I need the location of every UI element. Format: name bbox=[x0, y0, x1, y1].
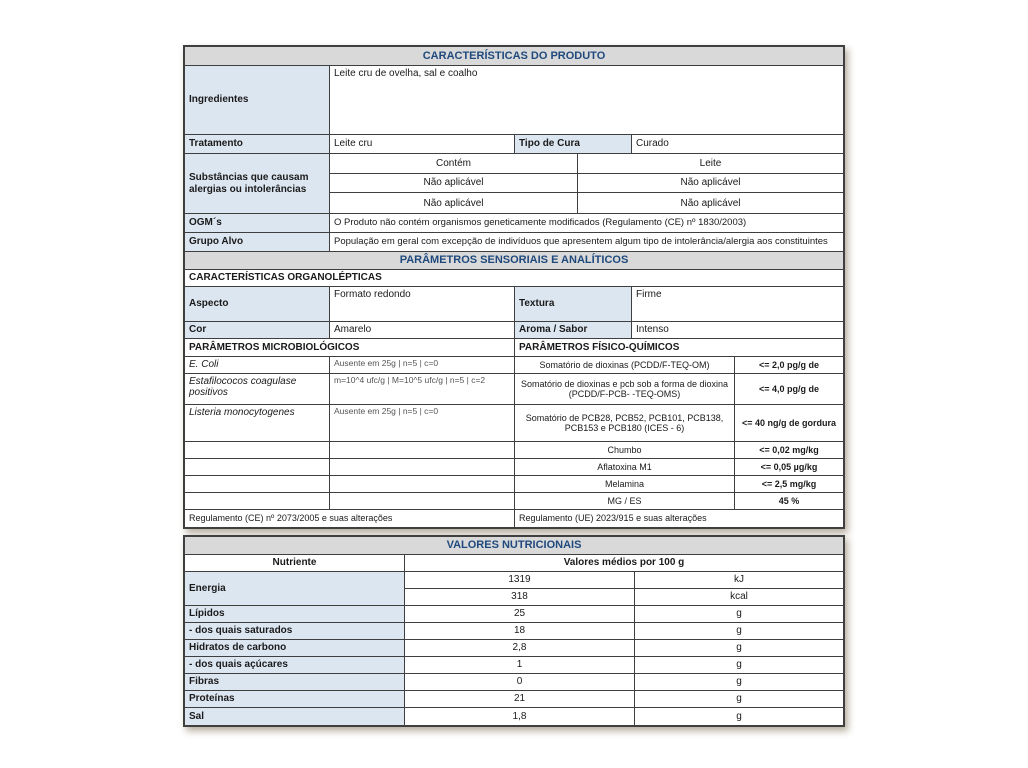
empty-cell bbox=[185, 476, 330, 492]
tipo-cura-value: Curado bbox=[636, 138, 669, 150]
micro-value: Ausente em 25g | n=5 | c=0 bbox=[330, 405, 515, 441]
regulamento-micro: Regulamento (CE) nº 2073/2005 e suas alterações bbox=[185, 510, 515, 527]
energia-kcal-value: 318 bbox=[405, 589, 635, 605]
nutrient-row bbox=[185, 623, 843, 640]
nutrient-row bbox=[185, 708, 843, 725]
alergias-cell: Contém bbox=[330, 154, 578, 173]
fq-param: Somatório de dioxinas e pcb sob a forma de dioxina (PCDD/F-PCB- -TEQ-OMS) bbox=[515, 374, 735, 404]
energia-kcal-unit: kcal bbox=[730, 591, 748, 603]
micro-value: Ausente em 25g | n=5 | c=0 bbox=[330, 357, 515, 373]
textura-label: Textura bbox=[515, 287, 632, 321]
nutrient-unit: g bbox=[736, 710, 742, 722]
alergias-label: Substâncias que causam alergias ou intolerâncias bbox=[185, 154, 330, 213]
fq-param: MG / ES bbox=[515, 493, 735, 509]
micro-param: Estafilococos coagulase positivos bbox=[185, 374, 330, 404]
param-row bbox=[185, 476, 843, 493]
fq-param: Aflatoxina M1 bbox=[515, 459, 735, 475]
ogm-label: OGM´s bbox=[185, 214, 330, 232]
microbiologicos-title: PARÂMETROS MICROBIOLÓGICOS bbox=[185, 339, 515, 356]
fq-value: <= 40 ng/g de gordura bbox=[741, 417, 837, 428]
fq-value: <= 0,05 µg/kg bbox=[760, 461, 818, 472]
fq-value: <= 0,02 mg/kg bbox=[759, 444, 819, 455]
param-row bbox=[185, 442, 843, 459]
parametros-header-row bbox=[185, 339, 843, 357]
empty-cell bbox=[330, 476, 515, 492]
fq-param: Melamina bbox=[515, 476, 735, 492]
regulamento-fisico: Regulamento (UE) 2023/915 e suas alterações bbox=[519, 513, 707, 524]
grupo-alvo-label: Grupo Alvo bbox=[185, 233, 330, 251]
energia-kj-row bbox=[405, 572, 843, 589]
empty-cell bbox=[330, 442, 515, 458]
ingredientes-row bbox=[185, 66, 843, 135]
cor-value: Amarelo bbox=[330, 322, 515, 338]
nutrient-label: Sal bbox=[185, 708, 405, 725]
param-row bbox=[185, 405, 843, 442]
product-characteristics-table bbox=[183, 45, 845, 529]
alergias-cell: Não aplicável bbox=[680, 177, 741, 189]
grupo-alvo-value: População em geral com excepção de indivíduos que apresentem algum tipo de intolerância/alergia aos constituintes bbox=[334, 235, 828, 247]
nutrient-label: - dos quais açúcares bbox=[185, 657, 405, 673]
energia-kj-value: 1319 bbox=[405, 572, 635, 588]
nutrient-value: 2,8 bbox=[405, 640, 635, 656]
param-row bbox=[185, 459, 843, 476]
organolepticas-header-row bbox=[185, 270, 843, 287]
micro-value: m=10^4 ufc/g | M=10^5 ufc/g | n=5 | c=2 bbox=[330, 374, 515, 404]
micro-param: E. Coli bbox=[185, 357, 330, 373]
energia-row bbox=[185, 572, 843, 606]
nutrient-label: Proteínas bbox=[185, 691, 405, 707]
tipo-cura-label: Tipo de Cura bbox=[515, 135, 632, 153]
alergias-row bbox=[330, 193, 843, 213]
empty-cell bbox=[185, 442, 330, 458]
section-title-produto: CARACTERÍSTICAS DO PRODUTO bbox=[185, 47, 843, 65]
aroma-sabor-label: Aroma / Sabor bbox=[515, 322, 632, 338]
nutritional-values-table bbox=[183, 535, 845, 727]
alergias-cell: Não aplicável bbox=[330, 193, 578, 213]
empty-cell bbox=[330, 459, 515, 475]
alergias-cell: Não aplicável bbox=[330, 174, 578, 193]
energia-values bbox=[405, 572, 843, 605]
aspecto-value: Formato redondo bbox=[330, 287, 515, 321]
fq-param: Somatório de PCB28, PCB52, PCB101, PCB138, PCB153 e PCB180 (ICES - 6) bbox=[515, 405, 735, 441]
textura-value: Firme bbox=[636, 289, 662, 300]
nutrient-unit: g bbox=[736, 625, 742, 637]
nutrient-value: 1 bbox=[405, 657, 635, 673]
nutrient-unit: g bbox=[736, 659, 742, 671]
energia-kcal-row bbox=[405, 589, 843, 605]
nutrient-row bbox=[185, 657, 843, 674]
ingredientes-value: Leite cru de ovelha, sal e coalho bbox=[334, 68, 478, 79]
tratamento-value: Leite cru bbox=[330, 135, 515, 153]
param-row bbox=[185, 374, 843, 405]
fq-param: Somatório de dioxinas (PCDD/F-TEQ-OM) bbox=[515, 357, 735, 373]
organolepticas-title: CARACTERÍSTICAS ORGANOLÉPTICAS bbox=[189, 272, 382, 284]
alergias-cell: Leite bbox=[699, 157, 722, 169]
nutrient-unit: g bbox=[736, 693, 742, 705]
valores-col-header: Valores médios por 100 g bbox=[563, 557, 685, 569]
section-header-row bbox=[185, 252, 843, 270]
ogm-row bbox=[185, 214, 843, 233]
fq-value: <= 2,5 mg/kg bbox=[761, 478, 817, 489]
energia-label: Energia bbox=[185, 572, 405, 605]
alergias-rows bbox=[330, 154, 843, 213]
tratamento-row bbox=[185, 135, 843, 154]
nutrient-value: 0 bbox=[405, 674, 635, 690]
fq-value: <= 2,0 pg/g de bbox=[758, 359, 820, 370]
section-header-row bbox=[185, 47, 843, 66]
section-title-sensoriais: PARÂMETROS SENSORIAIS E ANALÍTICOS bbox=[185, 252, 843, 269]
nutrient-unit: g bbox=[736, 642, 742, 654]
empty-cell bbox=[330, 493, 515, 509]
nutrient-value: 1,8 bbox=[405, 708, 635, 725]
energia-kj-unit: kJ bbox=[734, 574, 744, 586]
aspecto-row bbox=[185, 287, 843, 322]
nutrient-value: 25 bbox=[405, 606, 635, 622]
fq-value: 45 % bbox=[778, 495, 800, 506]
nutrient-row bbox=[185, 606, 843, 623]
nutrient-value: 21 bbox=[405, 691, 635, 707]
fq-param: Chumbo bbox=[515, 442, 735, 458]
cor-row bbox=[185, 322, 843, 339]
nutrient-label: Hidratos de carbono bbox=[185, 640, 405, 656]
empty-cell bbox=[185, 459, 330, 475]
nutrient-label: - dos quais saturados bbox=[185, 623, 405, 639]
product-spec-sheet bbox=[183, 45, 845, 727]
param-row bbox=[185, 493, 843, 510]
aroma-sabor-value: Intenso bbox=[636, 324, 669, 336]
fisico-quimicos-title: PARÂMETROS FÍSICO-QUÍMICOS bbox=[519, 341, 680, 353]
cor-label: Cor bbox=[185, 322, 330, 338]
nutrient-row bbox=[185, 640, 843, 657]
section-title-nutricionais: VALORES NUTRICIONAIS bbox=[185, 537, 843, 554]
ingredientes-label: Ingredientes bbox=[185, 66, 330, 134]
empty-cell bbox=[185, 493, 330, 509]
fq-value: <= 4,0 pg/g de bbox=[758, 383, 820, 394]
nutrient-row bbox=[185, 674, 843, 691]
nutrient-value: 18 bbox=[405, 623, 635, 639]
alergias-cell: Não aplicável bbox=[680, 197, 741, 209]
nutriente-col-header: Nutriente bbox=[185, 555, 405, 571]
regulamentos-row bbox=[185, 510, 843, 527]
micro-param: Listeria monocytogenes bbox=[185, 405, 330, 441]
alergias-block bbox=[185, 154, 843, 214]
nutrient-label: Lípidos bbox=[185, 606, 405, 622]
section-header-row bbox=[185, 537, 843, 555]
nutrition-column-headers bbox=[185, 555, 843, 572]
aspecto-label: Aspecto bbox=[185, 287, 330, 321]
alergias-row bbox=[330, 174, 843, 194]
nutrient-unit: g bbox=[736, 676, 742, 688]
nutrient-label: Fibras bbox=[185, 674, 405, 690]
alergias-row bbox=[330, 154, 843, 174]
param-row bbox=[185, 357, 843, 374]
nutrient-row bbox=[185, 691, 843, 708]
nutrient-unit: g bbox=[736, 608, 742, 620]
grupo-alvo-row bbox=[185, 233, 843, 252]
tratamento-label: Tratamento bbox=[185, 135, 330, 153]
ogm-value: O Produto não contém organismos geneticamente modificados (Regulamento (CE) nº 1830/2003) bbox=[334, 216, 747, 228]
